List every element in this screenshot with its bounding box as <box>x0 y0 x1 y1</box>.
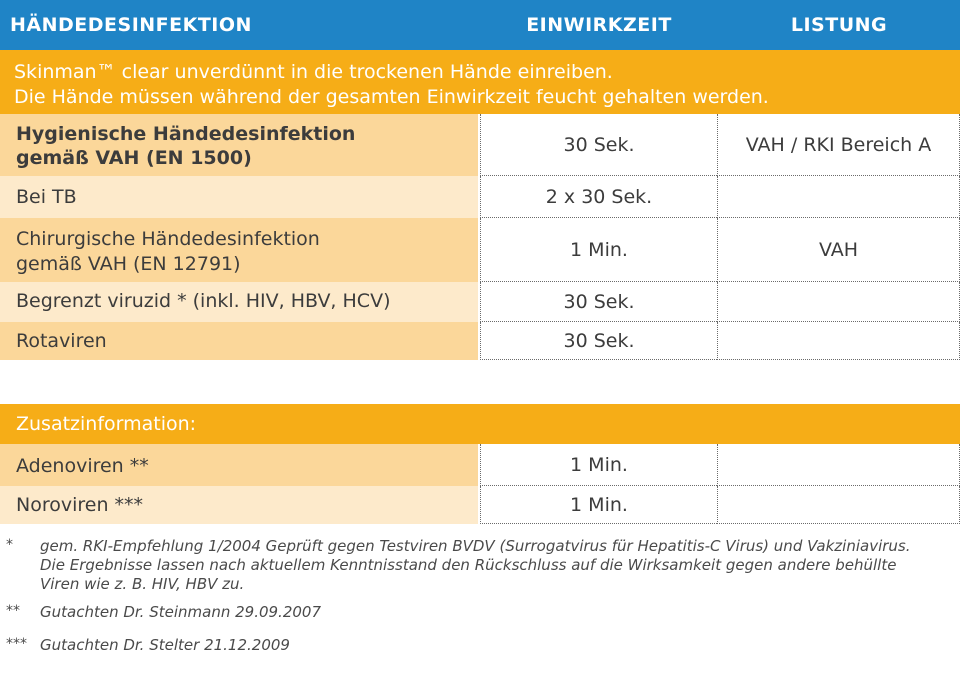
zusatzinformation-title: Zusatzinformation: <box>16 413 197 435</box>
footnote-text-line-3: Viren wie z. B. HIV, HBV zu. <box>40 575 245 593</box>
footnote-mark: *** <box>6 636 27 652</box>
row-label <box>0 114 478 176</box>
row-label-line-1: Chirurgische Händedesinfektion <box>16 228 320 250</box>
intro-line-2: Die Hände müssen während der gesamten Einwirkzeit feucht gehalten werden. <box>14 86 769 108</box>
header-einwirkzeit: EINWIRKZEIT <box>526 14 672 36</box>
header-haendedesinfektion: HÄNDEDESINFEKTION <box>10 14 252 36</box>
table-row <box>0 282 960 322</box>
row-label-line-1: Rotaviren <box>16 330 107 352</box>
intro-band <box>0 50 960 114</box>
row-label <box>0 322 478 360</box>
footnote-text-line-1: Gutachten Dr. Steinmann 29.09.2007 <box>40 603 321 621</box>
table-row <box>0 322 960 360</box>
table-row <box>0 486 960 524</box>
row-listing: VAH <box>717 218 960 282</box>
footnote-2 <box>6 603 960 623</box>
table-row <box>0 444 960 486</box>
row-label <box>0 282 478 322</box>
row-time: 1 Min. <box>480 218 717 282</box>
row-time: 1 Min. <box>480 486 717 524</box>
header-listung: LISTUNG <box>790 14 888 36</box>
row-label-line-1: Noroviren *** <box>16 494 144 516</box>
row-label-line-2: gemäß VAH (EN 12791) <box>16 253 241 275</box>
row-listing: VAH / RKI Bereich A <box>717 114 960 176</box>
footnote-text-line-1: Gutachten Dr. Stelter 21.12.2009 <box>40 636 290 654</box>
footnote-text-line-2: Die Ergebnisse lassen nach aktuellem Kenntnisstand den Rückschluss auf die Wirksamkeit gegen andere behüllte <box>40 556 897 574</box>
footnote-mark: * <box>6 537 13 553</box>
intro-line-1: Skinman™ clear unverdünnt in die trockenen Hände einreiben. <box>14 61 613 83</box>
row-time: 30 Sek. <box>480 282 717 322</box>
footnote-1 <box>6 537 960 597</box>
row-label <box>0 444 478 486</box>
row-label <box>0 218 478 282</box>
footnote-text-line-1: gem. RKI-Empfehlung 1/2004 Geprüft gegen Testviren BVDV (Surrogatvirus für Hepatitis-C Virus) und Vakziniavirus. <box>40 537 911 555</box>
row-label-line-2: gemäß VAH (EN 1500) <box>16 147 252 169</box>
row-time: 30 Sek. <box>480 322 717 360</box>
footnote-mark: ** <box>6 603 20 619</box>
row-label <box>0 176 478 218</box>
row-label-line-1: Hygienische Händedesinfektion <box>16 123 356 145</box>
row-listing <box>717 486 960 524</box>
footnote-3 <box>6 636 960 656</box>
table-row <box>0 218 960 282</box>
table-row <box>0 176 960 218</box>
row-label-line-1: Bei TB <box>16 186 77 208</box>
row-listing <box>717 282 960 322</box>
table-row <box>0 114 960 176</box>
table-header <box>0 0 960 50</box>
row-time: 30 Sek. <box>480 114 717 176</box>
row-label-line-1: Begrenzt viruzid * (inkl. HIV, HBV, HCV) <box>16 290 391 312</box>
row-time: 1 Min. <box>480 444 717 486</box>
row-label-line-1: Adenoviren ** <box>16 455 149 477</box>
row-listing <box>717 444 960 486</box>
row-listing <box>717 176 960 218</box>
row-listing <box>717 322 960 360</box>
zusatzinformation-band <box>0 404 960 444</box>
row-time: 2 x 30 Sek. <box>480 176 717 218</box>
row-label <box>0 486 478 524</box>
